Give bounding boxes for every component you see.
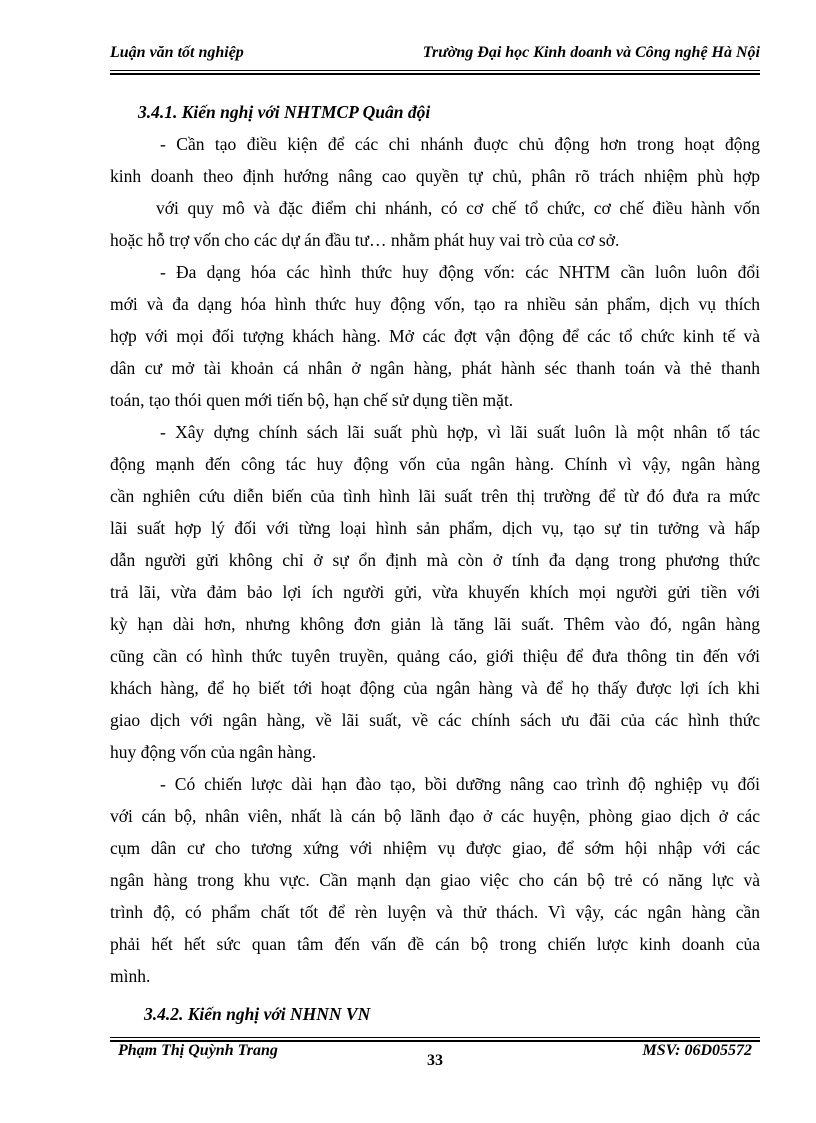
header-rule-thick [110,73,760,75]
text-line: dân cư mở tài khoản cá nhân ở ngân hàng, phát hành séc thanh toán và thẻ thanh [110,358,760,378]
document-body [110,96,760,1030]
text-line: kinh doanh theo định hướng nâng cao quyền tự chủ, phân rõ trách nhiệm phù hợp [110,166,760,186]
text-line: cũng cần có hình thức tuyên truyền, quảng cáo, giới thiệu để đưa thông tin đến với [110,646,760,666]
text-line: cụm dân cư cho tương xứng với nhiệm vụ được giao, để sớm hội nhập với các [110,838,760,858]
text-line: trình độ, có phẩm chất tốt để rèn luyện và thử thách. Vì vậy, các ngân hàng cần [110,902,760,922]
text-line: - Đa dạng hóa các hình thức huy động vốn: các NHTM cần luôn luôn đổi [160,262,760,282]
section-heading-3-4-2: 3.4.2. Kiến nghị với NHNN VN [144,1004,371,1024]
text-line: khách hàng, để họ biết tới hoạt động của ngân hàng và để họ thấy được lợi ích khi [110,678,760,698]
section-heading-3-4-1: 3.4.1. Kiến nghị với NHTMCP Quân đội [138,102,431,122]
text-line: - Xây dựng chính sách lãi suất phù hợp, vì lãi suất luôn là một nhân tố tác [160,422,760,442]
header-rule [110,70,760,71]
header-thesis-label: Luận văn tốt nghiệp [110,44,244,61]
text-line: cần nghiên cứu diễn biến của tình hình lãi suất trên thị trường để từ đó đưa ra mức [110,486,760,506]
text-line: dẫn người gửi không chỉ ở sự ổn định mà còn ở tính đa dạng trong phương thức [110,550,760,570]
text-line: ngân hàng trong khu vực. Cần mạnh dạn giao việc cho cán bộ trẻ có năng lực và [110,870,760,890]
text-line: huy động vốn của ngân hàng. [110,742,317,762]
footer-student-id: MSV: 06D05572 [642,1042,752,1059]
text-line: phải hết hết sức quan tâm đến vấn đề cán bộ trong chiến lược kinh doanh của [110,934,760,954]
text-line: trả lãi, vừa đảm bảo lợi ích người gửi, vừa khuyến khích mọi người gửi tiền với [110,582,760,602]
text-line: hợp với mọi đối tượng khách hàng. Mở các đợt vận động để các tổ chức kinh tế và [110,326,760,346]
footer-rule [110,1037,760,1038]
text-line: - Có chiến lược dài hạn đào tạo, bồi dưỡng nâng cao trình độ nghiệp vụ đối [160,774,760,794]
text-line: với cán bộ, nhân viên, nhất là cán bộ lãnh đạo ở các huyện, phòng giao dịch ở các [110,806,760,826]
footer-author-name: Phạm Thị Quỳnh Trang [118,1042,278,1059]
text-line: động mạnh đến công tác huy động vốn của ngân hàng. Chính vì vậy, ngân hàng [110,454,760,474]
paragraph [110,416,760,768]
text-line: với quy mô và đặc điểm chi nhánh, có cơ chế tổ chức, cơ chế điều hành vốn [156,198,760,218]
text-line: mình. [110,966,151,986]
text-line: lãi suất hợp lý đối với từng loại hình sản phẩm, dịch vụ, tạo sự tin tưởng và hấp [110,518,760,538]
text-line: kỳ hạn dài hơn, nhưng không đơn giản là tăng lãi suất. Thêm vào đó, ngân hàng [110,614,760,634]
text-line: toán, tạo thói quen mới tiến bộ, hạn chế sử dụng tiền mặt. [110,390,514,410]
page-number: 33 [427,1052,443,1069]
paragraph [110,256,760,416]
text-line: hoặc hỗ trợ vốn cho các dự án đầu tư… nhằm phát huy vai trò của cơ sở. [110,230,620,250]
header-university-name: Trường Đại học Kinh doanh và Công nghệ Hà Nội [422,44,760,61]
text-line: mới và đa dạng hóa hình thức huy động vốn, tạo ra nhiều sản phẩm, dịch vụ thích [110,294,760,314]
page-header [110,44,760,62]
paragraph [110,128,760,256]
text-line: - Cần tạo điều kiện để các chi nhánh đuợc chủ động hơn trong hoạt động [160,134,760,154]
text-line: giao dịch với ngân hàng, về lãi suất, về các chính sách ưu đãi của các hình thức [110,710,760,730]
paragraph [110,768,760,992]
